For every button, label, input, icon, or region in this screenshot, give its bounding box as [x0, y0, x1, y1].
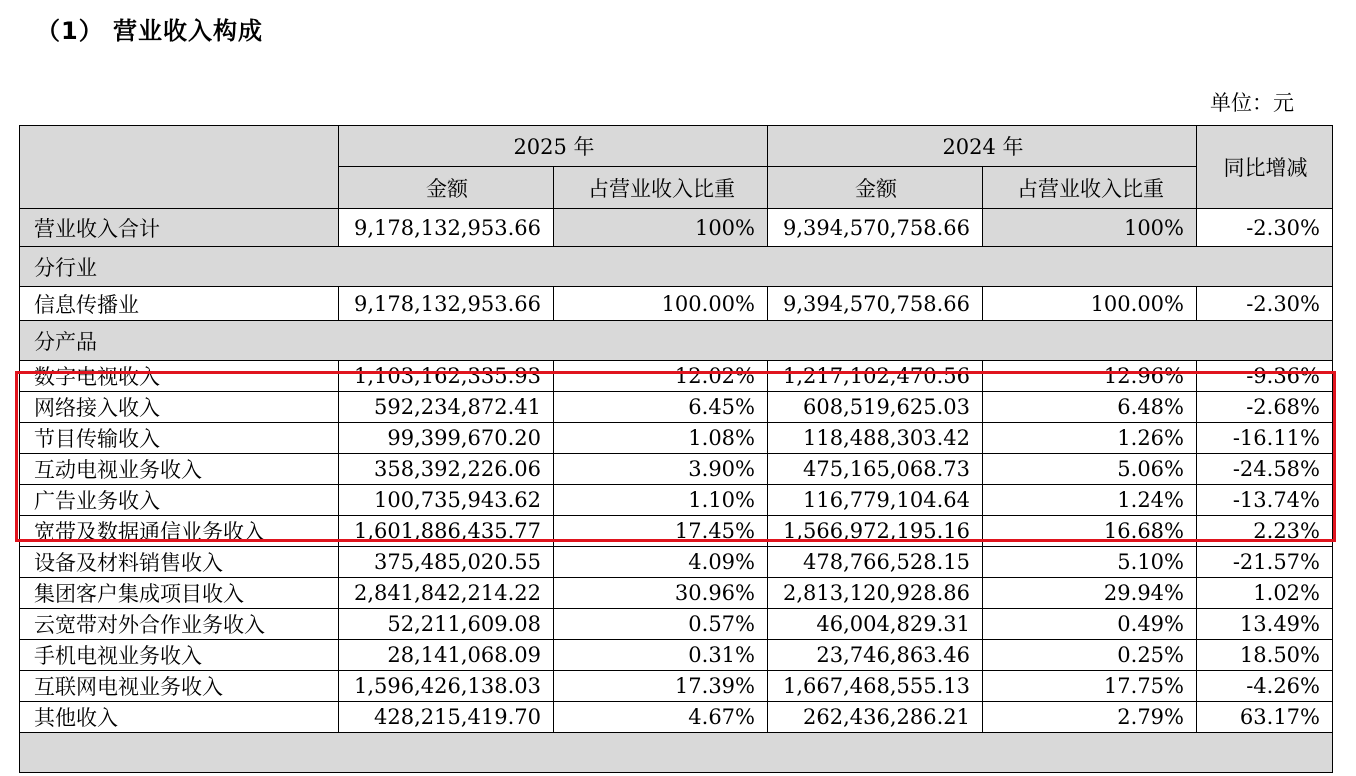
share-2025: 30.96% [554, 578, 768, 609]
amount-2025: 428,215,419.70 [339, 702, 554, 733]
product-row [20, 671, 1333, 702]
revenue-table [19, 125, 1333, 773]
share-2024: 1.26% [983, 423, 1197, 454]
amount-2025: 1,596,426,138.03 [339, 671, 554, 702]
yoy-change: -16.11% [1197, 423, 1333, 454]
product-row [20, 423, 1333, 454]
share-2025: 12.02% [554, 361, 768, 392]
amount-2024: 1,566,972,195.16 [768, 516, 983, 547]
share-2024: 0.25% [983, 640, 1197, 671]
share-2024: 100% [983, 209, 1197, 247]
header-year-2025: 2025 年 [339, 126, 768, 167]
amount-2025: 2,841,842,214.22 [339, 578, 554, 609]
yoy-change: -13.74% [1197, 485, 1333, 516]
share-2025: 0.57% [554, 609, 768, 640]
amount-2025: 99,399,670.20 [339, 423, 554, 454]
row-label: 互动电视业务收入 [20, 454, 339, 485]
amount-2024: 1,667,468,555.13 [768, 671, 983, 702]
share-2024: 5.06% [983, 454, 1197, 485]
yoy-change: -2.30% [1197, 209, 1333, 247]
yoy-change: -4.26% [1197, 671, 1333, 702]
amount-2024: 9,394,570,758.66 [768, 209, 983, 247]
amount-2024: 9,394,570,758.66 [768, 287, 983, 321]
amount-2025: 1,103,162,335.93 [339, 361, 554, 392]
yoy-change: -2.30% [1197, 287, 1333, 321]
amount-2024: 608,519,625.03 [768, 392, 983, 423]
section-row-cutoff [20, 733, 1333, 773]
total-row [20, 209, 1333, 247]
yoy-change: 63.17% [1197, 702, 1333, 733]
amount-2024: 46,004,829.31 [768, 609, 983, 640]
share-2025: 100.00% [554, 287, 768, 321]
header-amount-2025: 金额 [339, 167, 554, 209]
header-yoy: 同比增减 [1197, 126, 1333, 209]
section-label-industry: 分行业 [20, 247, 1333, 287]
amount-2025: 9,178,132,953.66 [339, 287, 554, 321]
amount-2025: 358,392,226.06 [339, 454, 554, 485]
row-label: 互联网电视业务收入 [20, 671, 339, 702]
share-2025: 100% [554, 209, 768, 247]
amount-2024: 475,165,068.73 [768, 454, 983, 485]
amount-2024: 116,779,104.64 [768, 485, 983, 516]
header-amount-2024: 金额 [768, 167, 983, 209]
product-row [20, 609, 1333, 640]
product-row [20, 485, 1333, 516]
share-2025: 6.45% [554, 392, 768, 423]
yoy-change: 18.50% [1197, 640, 1333, 671]
yoy-change: -9.36% [1197, 361, 1333, 392]
row-label: 节目传输收入 [20, 423, 339, 454]
amount-2025: 1,601,886,435.77 [339, 516, 554, 547]
amount-2025: 375,485,020.55 [339, 547, 554, 578]
product-row [20, 392, 1333, 423]
yoy-change: 13.49% [1197, 609, 1333, 640]
product-row [20, 578, 1333, 609]
row-label: 营业收入合计 [20, 209, 339, 247]
share-2025: 3.90% [554, 454, 768, 485]
share-2025: 17.45% [554, 516, 768, 547]
share-2025: 17.39% [554, 671, 768, 702]
amount-2025: 28,141,068.09 [339, 640, 554, 671]
amount-2025: 52,211,609.08 [339, 609, 554, 640]
share-2024: 0.49% [983, 609, 1197, 640]
share-2025: 4.09% [554, 547, 768, 578]
row-label: 数字电视收入 [20, 361, 339, 392]
share-2025: 0.31% [554, 640, 768, 671]
share-2025: 1.10% [554, 485, 768, 516]
share-2024: 5.10% [983, 547, 1197, 578]
amount-2025: 592,234,872.41 [339, 392, 554, 423]
industry-row [20, 287, 1333, 321]
row-label: 信息传播业 [20, 287, 339, 321]
section-title: （1） 营业收入构成 [36, 17, 264, 45]
row-label: 集团客户集成项目收入 [20, 578, 339, 609]
product-row [20, 640, 1333, 671]
amount-2024: 118,488,303.42 [768, 423, 983, 454]
product-row [20, 547, 1333, 578]
share-2025: 1.08% [554, 423, 768, 454]
product-row [20, 516, 1333, 547]
amount-2024: 478,766,528.15 [768, 547, 983, 578]
header-row-years [20, 126, 1333, 167]
row-label: 广告业务收入 [20, 485, 339, 516]
share-2024: 29.94% [983, 578, 1197, 609]
amount-2024: 262,436,286.21 [768, 702, 983, 733]
product-row [20, 702, 1333, 733]
row-label: 其他收入 [20, 702, 339, 733]
share-2024: 17.75% [983, 671, 1197, 702]
amount-2025: 100,735,943.62 [339, 485, 554, 516]
section-label-product: 分产品 [20, 321, 1333, 361]
amount-2024: 2,813,120,928.86 [768, 578, 983, 609]
header-blank-cell [20, 126, 339, 209]
amount-2025: 9,178,132,953.66 [339, 209, 554, 247]
cutoff-gray-row [20, 733, 1333, 773]
share-2024: 16.68% [983, 516, 1197, 547]
product-row [20, 361, 1333, 392]
share-2024: 6.48% [983, 392, 1197, 423]
yoy-change: -21.57% [1197, 547, 1333, 578]
section-row-product [20, 321, 1333, 361]
yoy-change: -2.68% [1197, 392, 1333, 423]
share-2024: 2.79% [983, 702, 1197, 733]
share-2025: 4.67% [554, 702, 768, 733]
header-share-2024: 占营业收入比重 [983, 167, 1197, 209]
share-2024: 100.00% [983, 287, 1197, 321]
row-label: 云宽带对外合作业务收入 [20, 609, 339, 640]
product-row [20, 454, 1333, 485]
row-label: 宽带及数据通信业务收入 [20, 516, 339, 547]
yoy-change: -24.58% [1197, 454, 1333, 485]
header-year-2024: 2024 年 [768, 126, 1197, 167]
row-label: 手机电视业务收入 [20, 640, 339, 671]
header-share-2025: 占营业收入比重 [554, 167, 768, 209]
yoy-change: 2.23% [1197, 516, 1333, 547]
amount-2024: 1,217,102,470.56 [768, 361, 983, 392]
amount-2024: 23,746,863.46 [768, 640, 983, 671]
share-2024: 1.24% [983, 485, 1197, 516]
unit-label: 单位：元 [1210, 91, 1294, 115]
row-label: 网络接入收入 [20, 392, 339, 423]
yoy-change: 1.02% [1197, 578, 1333, 609]
row-label: 设备及材料销售收入 [20, 547, 339, 578]
share-2024: 12.96% [983, 361, 1197, 392]
section-row-industry [20, 247, 1333, 287]
